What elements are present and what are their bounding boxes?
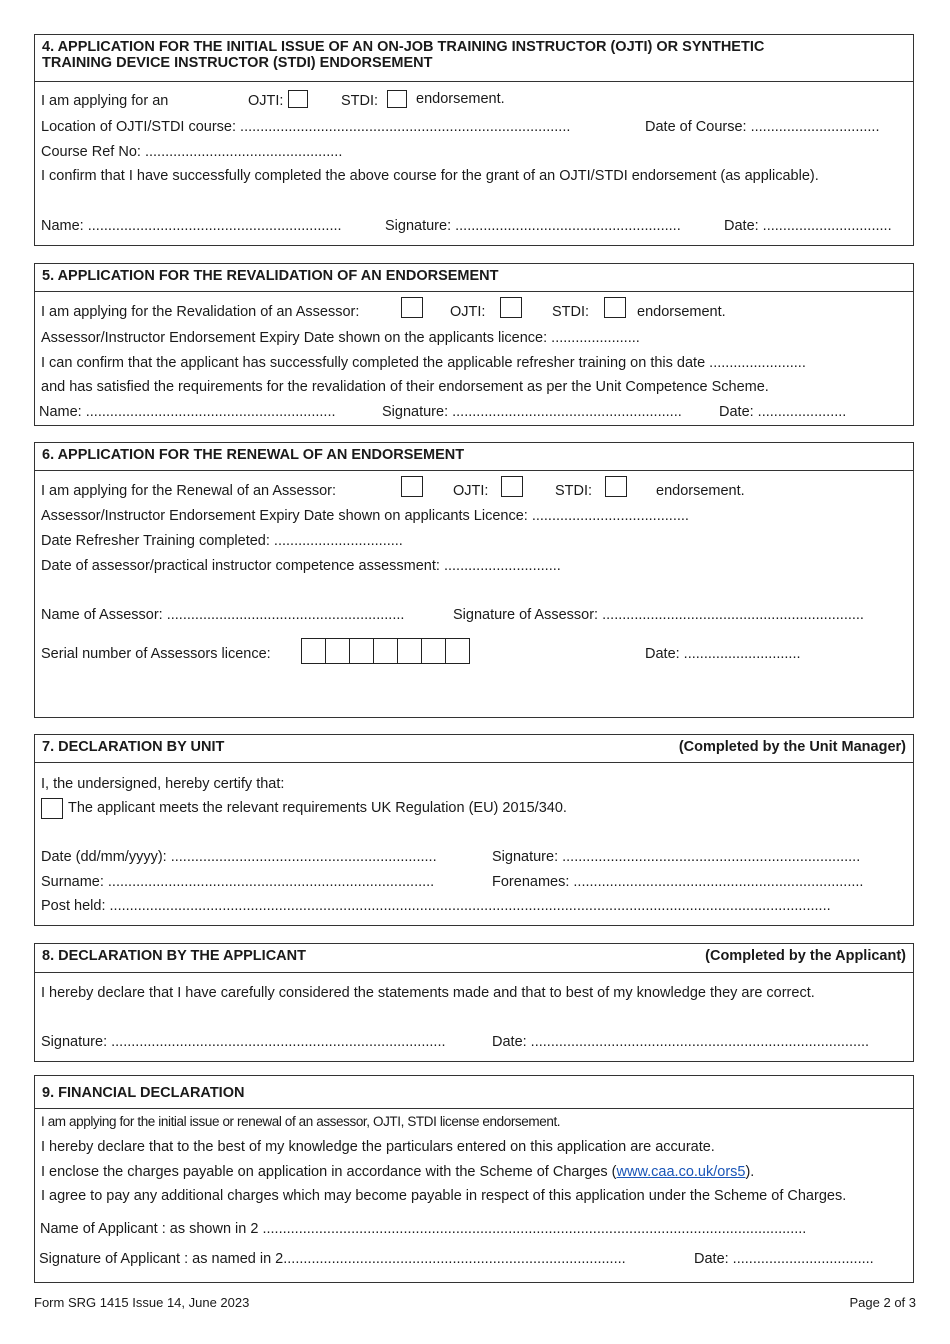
refresher-date-field[interactable]: Date Refresher Training completed: ................................ — [41, 533, 403, 549]
section-4-title-line2: TRAINING DEVICE INSTRUCTOR (STDI) ENDORSEMENT — [42, 55, 433, 71]
course-date-field[interactable]: Date of Course: ................................ — [645, 119, 880, 135]
stdi-label: STDI: — [555, 483, 593, 499]
expiry-date-field[interactable]: Assessor/Instructor Endorsement Expiry Date shown on the applicants licence: ...................... — [41, 330, 640, 346]
serial-box[interactable] — [421, 638, 446, 664]
section-7 — [34, 734, 914, 926]
confirm-text: I confirm that I have successfully completed the above course for the grant of an OJTI/STDI endorsement (as applicable). — [41, 168, 819, 184]
section-8 — [34, 943, 914, 1062]
section-7-note: (Completed by the Unit Manager) — [678, 739, 906, 755]
financial-line-1: I am applying for the initial issue or renewal of an assessor, OJTI, STDI license endorsement. — [41, 1114, 561, 1129]
name-field[interactable]: Name: ............................................................... — [41, 218, 342, 234]
ojti-checkbox[interactable] — [288, 90, 308, 108]
section-6-header — [35, 443, 913, 471]
serial-box[interactable] — [301, 638, 326, 664]
assessor-checkbox[interactable] — [401, 476, 423, 497]
date-field[interactable]: Date: ...................... — [719, 404, 847, 420]
signature-field[interactable]: Signature: .......................................................................... — [492, 849, 861, 865]
financial-line-3 — [41, 1164, 754, 1180]
endorsement-label: endorsement. — [656, 483, 745, 499]
revalidation-applying-label: I am applying for the Revalidation of an Assessor: — [41, 304, 360, 320]
serial-number-boxes[interactable] — [301, 638, 469, 664]
ojti-label: OJTI: — [248, 93, 284, 109]
section-8-header — [35, 944, 913, 973]
stdi-checkbox[interactable] — [387, 90, 407, 108]
section-8-title: 8. DECLARATION BY THE APPLICANT — [42, 948, 306, 964]
financial-line-3-end: ). — [745, 1164, 755, 1180]
expiry-date-field[interactable]: Assessor/Instructor Endorsement Expiry Date shown on applicants Licence: ....................................... — [41, 508, 689, 524]
certify-text: I, the undersigned, hereby certify that: — [41, 776, 285, 792]
competence-date-field[interactable]: Date of assessor/practical instructor competence assessment: ............................. — [41, 558, 561, 574]
stdi-label: STDI: — [552, 304, 590, 320]
refresher-confirm-field[interactable]: I can confirm that the applicant has successfully completed the applicable refresher training on this date ........................ — [41, 355, 806, 371]
section-5 — [34, 263, 914, 426]
financial-line-3-start: I enclose the charges payable on application in accordance with the Scheme of Charges ( — [41, 1164, 617, 1180]
renewal-applying-label: I am applying for the Renewal of an Assessor: — [41, 483, 336, 499]
serial-label: Serial number of Assessors licence: — [41, 646, 271, 662]
date-field[interactable]: Date (dd/mm/yyyy): .................................................................. — [41, 849, 437, 865]
ojti-checkbox[interactable] — [501, 476, 523, 497]
applicant-declare-text: I hereby declare that I have carefully considered the statements made and that to best of my knowledge they are correct. — [41, 985, 815, 1001]
requirements-checkbox[interactable] — [41, 798, 63, 819]
ojti-checkbox[interactable] — [500, 297, 522, 318]
section-4-header — [35, 35, 913, 82]
financial-line-2: I hereby declare that to the best of my knowledge the particulars entered on this application are accurate. — [41, 1139, 715, 1155]
endorsement-label: endorsement. — [637, 304, 726, 320]
applying-label: I am applying for an — [41, 93, 169, 109]
date-field[interactable]: Date: ................................ — [724, 218, 892, 234]
ojti-label: OJTI: — [453, 483, 489, 499]
signature-field[interactable]: Signature: ................................................................................... — [41, 1034, 446, 1050]
surname-field[interactable]: Surname: ................................................................................. — [41, 874, 435, 890]
financial-line-4: I agree to pay any additional charges which may become payable in respect of this application under the Scheme of Charges. — [41, 1188, 847, 1204]
endorsement-label: endorsement. — [416, 91, 505, 107]
assessor-name-field[interactable]: Name of Assessor: ........................................................... — [41, 607, 405, 623]
serial-box[interactable] — [445, 638, 470, 664]
stdi-checkbox[interactable] — [605, 476, 627, 497]
revalidation-confirm-text: and has satisfied the requirements for the revalidation of their endorsement as per the Unit Competence Scheme. — [41, 379, 769, 395]
stdi-checkbox[interactable] — [604, 297, 626, 318]
section-4 — [34, 34, 914, 246]
date-field[interactable]: Date: ............................. — [645, 646, 801, 662]
signature-field[interactable]: Signature: ........................................................ — [385, 218, 681, 234]
requirements-text: The applicant meets the relevant requirements UK Regulation (EU) 2015/340. — [68, 800, 567, 816]
name-field[interactable]: Name: .............................................................. — [39, 404, 336, 420]
section-4-title-line1: 4. APPLICATION FOR THE INITIAL ISSUE OF AN ON-JOB TRAINING INSTRUCTOR (OJTI) OR SYNTHETIC — [42, 39, 765, 55]
signature-field[interactable]: Signature: ......................................................... — [382, 404, 682, 420]
page-number: Page 2 of 3 — [849, 1295, 916, 1310]
applicant-signature-field[interactable]: Signature of Applicant : as named in 2..................................................................................... — [39, 1251, 626, 1267]
stdi-label: STDI: — [341, 93, 379, 109]
course-location-field[interactable]: Location of OJTI/STDI course: .................................................................................. — [41, 119, 571, 135]
section-9-header — [35, 1076, 913, 1109]
post-held-field[interactable]: Post held: ................................................................................................................................................................................... — [41, 898, 831, 914]
section-7-header — [35, 735, 913, 763]
assessor-checkbox[interactable] — [401, 297, 423, 318]
date-field[interactable]: Date: ................................... — [694, 1251, 874, 1267]
assessor-signature-field[interactable]: Signature of Assessor: ................................................................. — [453, 607, 864, 623]
charges-link[interactable]: www.caa.co.uk/ors5 — [616, 1164, 746, 1180]
date-field[interactable]: Date: .................................................................................... — [492, 1034, 870, 1050]
serial-box[interactable] — [373, 638, 398, 664]
section-6-title: 6. APPLICATION FOR THE RENEWAL OF AN ENDORSEMENT — [42, 447, 465, 463]
serial-box[interactable] — [325, 638, 350, 664]
forenames-field[interactable]: Forenames: ........................................................................ — [492, 874, 864, 890]
serial-box[interactable] — [397, 638, 422, 664]
ojti-label: OJTI: — [450, 304, 486, 320]
section-8-note: (Completed by the Applicant) — [705, 948, 906, 964]
serial-box[interactable] — [349, 638, 374, 664]
section-5-title: 5. APPLICATION FOR THE REVALIDATION OF AN ENDORSEMENT — [42, 268, 499, 284]
form-reference: Form SRG 1415 Issue 14, June 2023 — [34, 1295, 250, 1310]
section-9-title: 9. FINANCIAL DECLARATION — [42, 1085, 245, 1101]
course-ref-field[interactable]: Course Ref No: ................................................. — [41, 144, 343, 160]
section-5-header — [35, 264, 913, 292]
section-6 — [34, 442, 914, 718]
section-9 — [34, 1075, 914, 1283]
section-7-title: 7. DECLARATION BY UNIT — [42, 739, 225, 755]
applicant-name-field[interactable]: Name of Applicant : as shown in 2 ....................................................................................................................................... — [40, 1221, 807, 1237]
